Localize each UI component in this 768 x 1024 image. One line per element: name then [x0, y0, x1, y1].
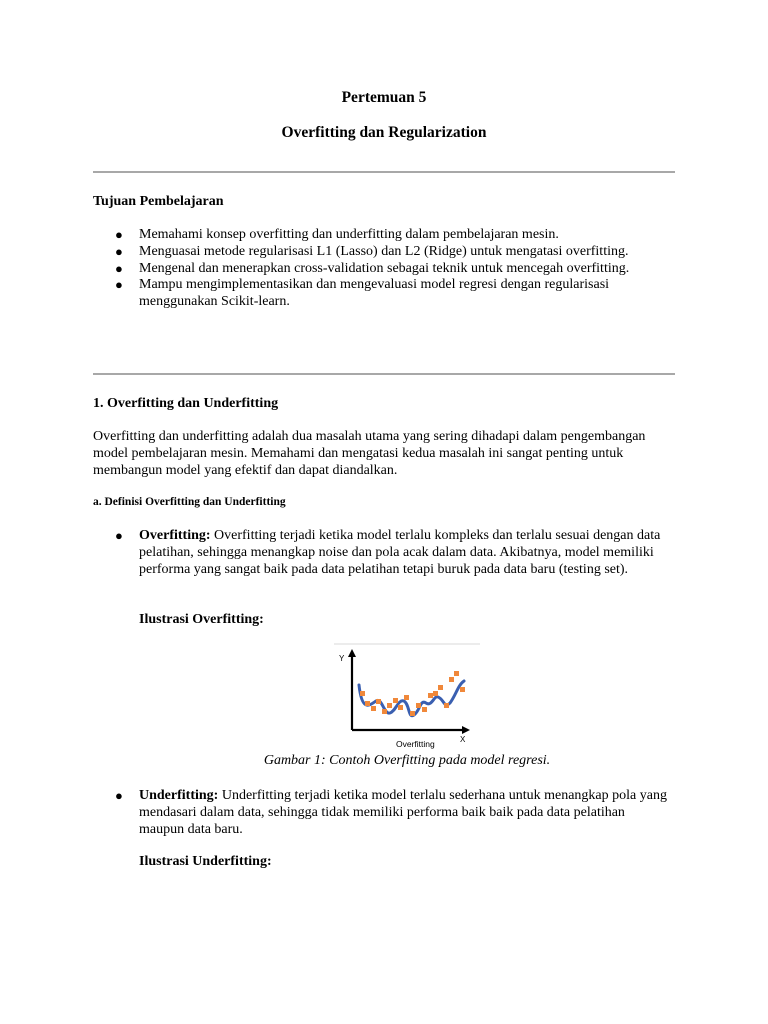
figure-caption: Gambar 1: Contoh Overfitting pada model regresi. [263, 753, 551, 768]
meeting-number: Pertemuan 5 [341, 89, 427, 106]
illustration-label: Ilustrasi Underfitting: [139, 854, 272, 869]
divider [93, 373, 675, 375]
bullet-icon: ● [115, 277, 123, 293]
list-item: ● Mampu mengimplementasikan dan mengevaluasi model regresi dengan regularisasi menggunakan Scikit-learn. [115, 277, 610, 310]
bullet-icon: ● [115, 788, 123, 803]
page-title: Overfitting dan Regularization [281, 124, 487, 141]
x-axis-label: X [460, 735, 466, 744]
illustration-label: Ilustrasi Overfitting: [139, 612, 264, 627]
subsection-heading: a. Definisi Overfitting dan Underfitting [93, 496, 286, 508]
list-item: ● Overfitting: Overfitting terjadi ketika model terlalu kompleks dan terlalu sesuai dengan data pelatihan, sehingga menangkap noise dan pola acak dalam data. Akibatnya, model memiliki performa yang sangat baik pada data pelatihan tetapi buruk pada data baru (testing set). [115, 528, 661, 577]
list-item: ● Menguasai metode regularisasi L1 (Lasso) dan L2 (Ridge) untuk mengatasi overfitting. [115, 243, 629, 259]
overfitting-figure [334, 643, 480, 751]
list-item: ● Underfitting: Underfitting terjadi ketika model terlalu sederhana untuk menangkap pola yang mendasari dalam data, sehingga tidak memiliki performa baik baik pada data pelatihan maupun data baru. [115, 788, 667, 837]
bullet-icon: ● [115, 260, 123, 276]
divider [93, 171, 675, 173]
definition-list-overfitting [93, 528, 673, 578]
bullet-icon: ● [115, 528, 123, 543]
section-intro: Overfitting dan underfitting adalah dua masalah utama yang sering dihadapi dalam pengembangan model pembelajaran mesin. Memahami dan mengatasi kedua masalah ini sangat penting untuk membangun model yang efektif dan dapat diandalkan. [93, 429, 646, 478]
bullet-icon: ● [115, 227, 123, 242]
overfitting-illustration [334, 643, 480, 751]
objectives-heading: Tujuan Pembelajaran [93, 194, 224, 209]
objectives-list [93, 227, 673, 311]
definition-list-underfitting [93, 788, 673, 838]
list-item: ● Mengenal dan menerapkan cross-validation sebagai teknik untuk mencegah overfitting. [115, 260, 630, 276]
bullet-icon: ● [115, 243, 123, 259]
y-axis-label: Y [339, 654, 345, 663]
section-heading: 1. Overfitting dan Underfitting [93, 396, 279, 411]
list-item: ● Memahami konsep overfitting dan underfitting dalam pembelajaran mesin. [115, 227, 559, 242]
figure-image-label: Overfitting [396, 739, 435, 749]
